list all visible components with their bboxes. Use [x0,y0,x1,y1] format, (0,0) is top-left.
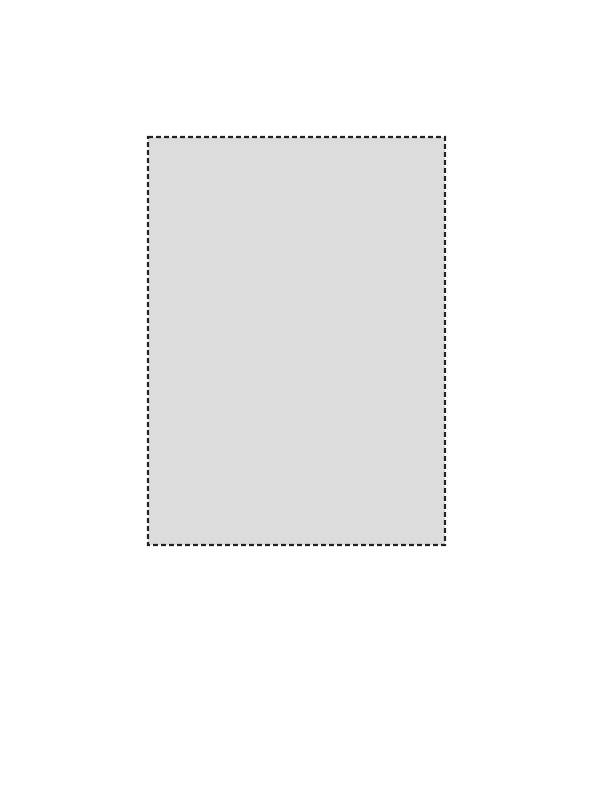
parking-lot-fill [148,137,445,545]
parking-area [148,137,445,545]
